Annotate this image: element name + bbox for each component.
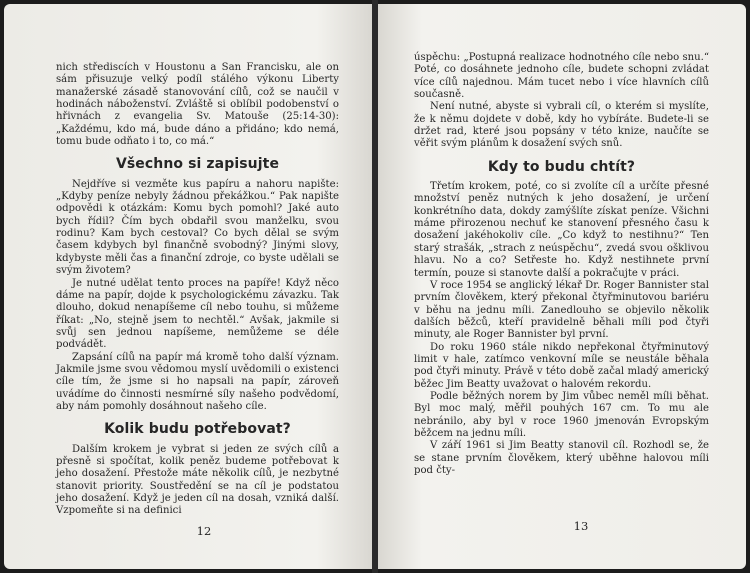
section-heading: Kolik budu potřebovat? <box>104 421 291 438</box>
paragraph: Nejdříve si vezměte kus papíru a nahoru napište: „Kdyby peníze nebyly žádnou překážkou.“ Pak napište odpovědi k otázkám: Komu bych pomohl? Jaké auto bych řídil? Čím bych obdařil svou manželku, svou rodinu? Kam bych cestoval? Co bych dělal se svým časem kdybych byl finančně svobodný? Jinými slovy, kdybyste měli čas a finanční zdroje, co byste udělali se svým životem? <box>56 178 339 277</box>
page-number: 13 <box>573 519 589 533</box>
section-heading: Kdy to budu chtít? <box>487 158 636 175</box>
paragraph: Podle běžných norem by Jim vůbec neměl míli běhat. Byl moc malý, měřil pouhých 167 cm. To mu ale nebránilo, aby byl v roce 1960 jmenován Evropským běžcem na jednu míli. <box>414 390 709 439</box>
paragraph: Zapsání cílů na papír má kromě toho další význam. Jakmile jsme svou vědomou myslí uvědomili o existenci cíle tím, že jsme si ho napsali na papír, zároveň uvádíme do činnosti nesmírné síly našeho podvědomí, aby nám pomohly dosáhnout našeho cíle. <box>56 351 339 412</box>
left-page-text <box>56 62 339 518</box>
paragraph: Do roku 1960 stále nikdo nepřekonal čtyřminutový limit v hale, zatímco venkovní míle se neustále běhala pod čtyři minuty. Právě v této době začal mladý americký běžec Jim Beatty uvažovat o halovém rekordu. <box>414 341 709 390</box>
paragraph: nich střediscích v Houstonu a San Francisku, ale on sám přisuzuje velký podíl stálého výkonu Liberty manažerské zásadě stanovování cílů, což se naučil v hodinách náboženství. Zvláště si oblíbil podobenství o hřivnách z evangelia Sv. Matouše (25:14-30): „Každému, kdo má, bude dáno a přidáno; kdo nemá, tomu bude odňato i to, co má.“ <box>56 62 339 148</box>
left-page <box>4 4 372 569</box>
page-number: 12 <box>196 524 212 538</box>
paragraph: Dalším krokem je vybrat si jeden ze svých cílů a přesně si spočítat, kolik peněz budeme potřebovat k jeho dosažení. Přestože máte několik cílů, je nezbytné stanovit priority. Soustředění se na cíl je podstatou jeho dosažení. Když je jeden cíl na dosah, vzniká další. Vzpomeňte si na definici <box>56 443 339 517</box>
paragraph: Je nutné udělat tento proces na papíře! Když něco dáme na papír, dojde k psychologickému závazku. Tak dlouho, dokud nenapíšeme cíl nebo touhu, si můžeme říkat: „No, stejně jsem to nechtěl.“ Avšak, jakmile si svůj sen jednou napíšeme, nemůžeme se déle podvádět. <box>56 277 339 351</box>
paragraph: Není nutné, abyste si vybrali cíl, o kterém si myslíte, že k němu dojdete v době, kdy ho vybíráte. Budete-li se držet rad, které jsou popsány v této knize, naučíte se věřit svým plánům k dosažení svých snů. <box>414 101 709 150</box>
section-heading: Všechno si zapisujte <box>115 156 280 173</box>
paragraph: Třetím krokem, poté, co si zvolíte cíl a určíte přesné množství peněz nutných k jeho dosažení, je určení konkrétního data, dokdy zamýšlíte získat peníze. Všichni máme přirozenou nechuť ke stanovení přesného času k dosažení jakéhokoliv cíle. „Co když to nestihnu?“ Ten starý strašák, „strach z neúspěchu“, zvedá svou ošklivou hlavu. No a co? Setřeste ho. Když nestihnete první termín, pouze si stanovte další a pokračujte v práci. <box>414 181 709 279</box>
right-page <box>378 4 746 569</box>
paragraph: úspěchu: „Postupná realizace hodnotného cíle nebo snu.“ Poté, co dosáhnete jednoho cíle, budete schopni zvládat více cílů najednou. Mám tucet nebo i více hlavních cílů současně. <box>414 52 709 101</box>
paragraph: V roce 1954 se anglický lékař Dr. Roger Bannister stal prvním člověkem, který překonal čtyřminutovou bariéru v běhu na jednu míli. Zanedlouho se objevilo několik dalších běžců, kteří pravidelně běhali míli pod čtyři minuty, ale Roger Bannister byl první. <box>414 279 709 341</box>
paragraph: V září 1961 si Jim Beatty stanovil cíl. Rozhodl se, že se stane prvním člověkem, který uběhne halovou míli pod čty- <box>414 440 709 476</box>
right-page-text <box>414 52 709 477</box>
